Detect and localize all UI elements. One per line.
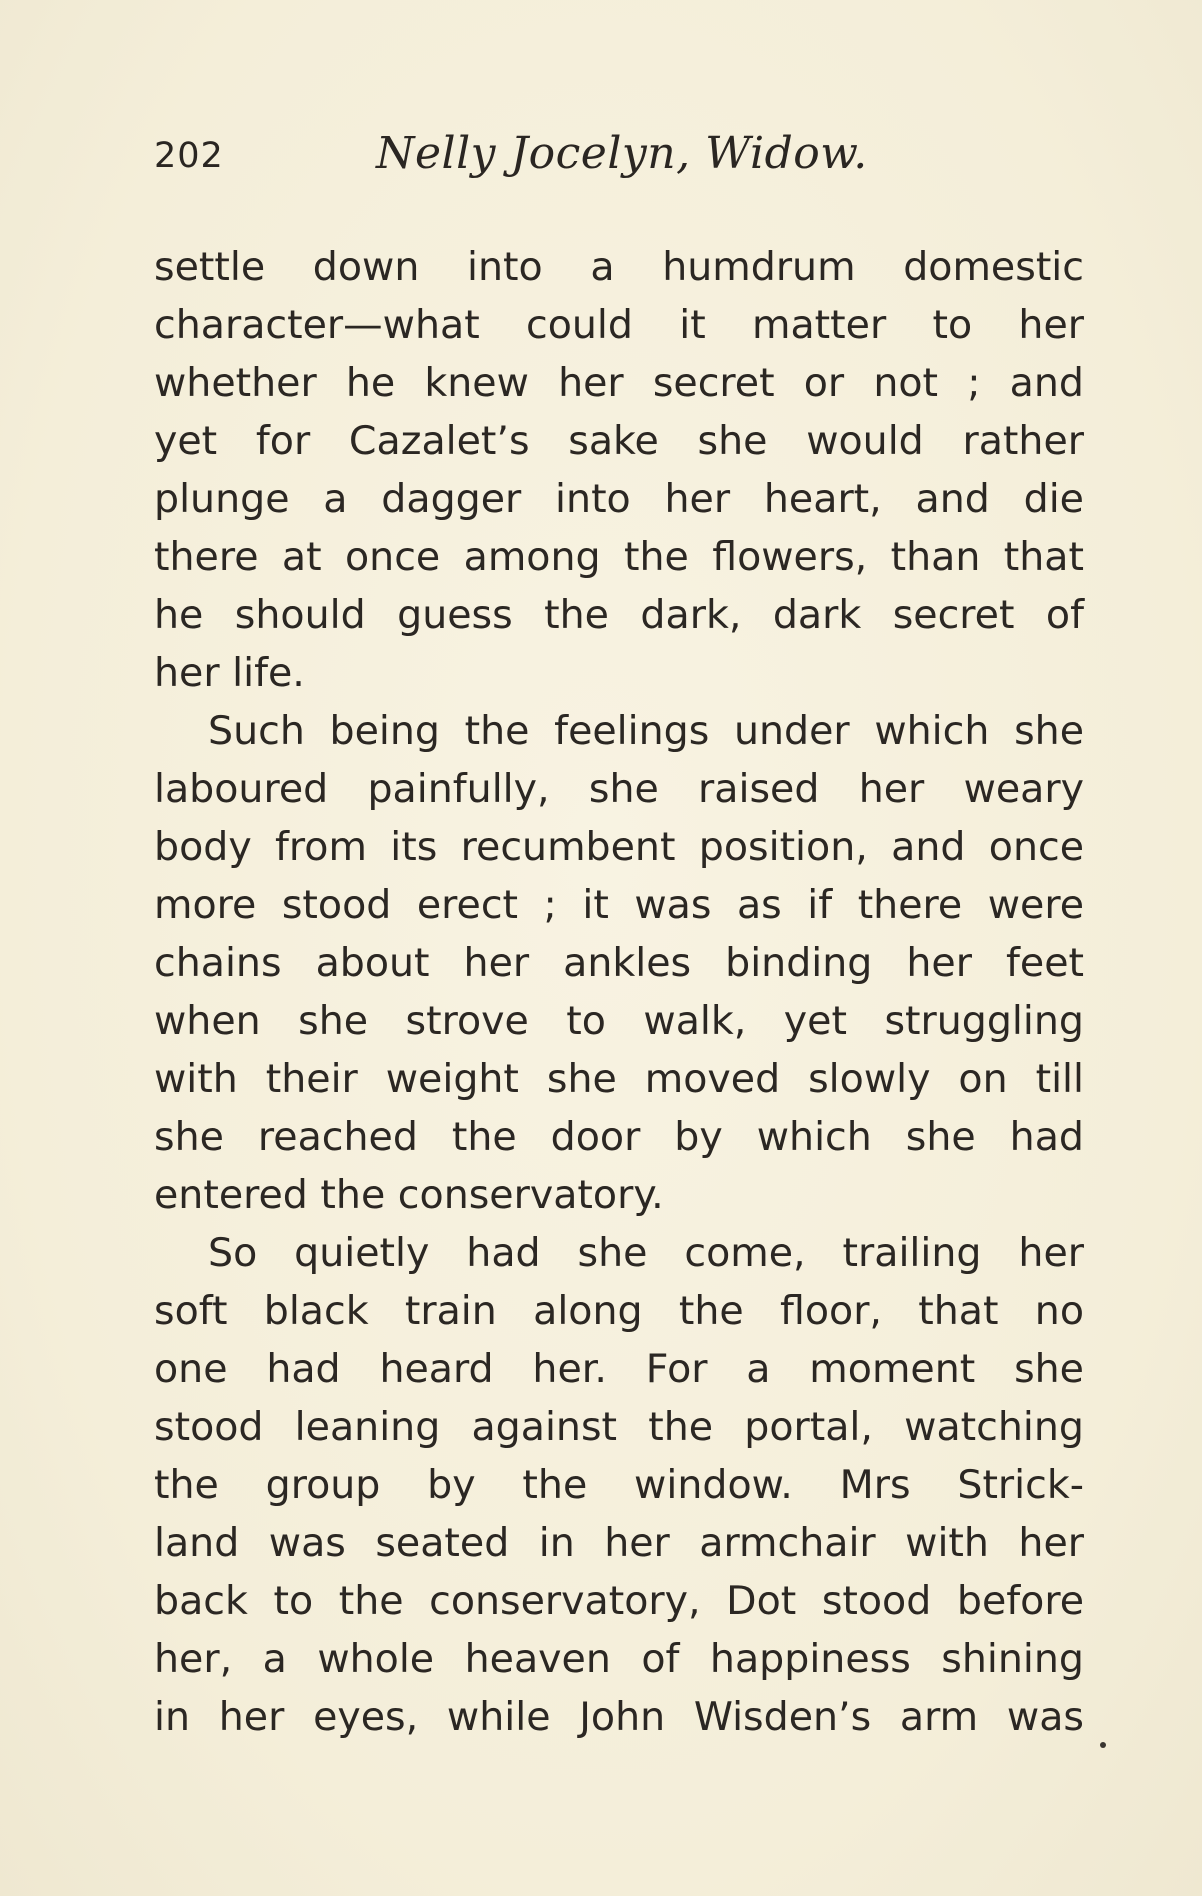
- text-line: chains about her ankles binding her feet: [154, 940, 1084, 986]
- body-text: [154, 238, 1084, 1746]
- text-line: there at once among the flowers, than that: [154, 534, 1084, 580]
- text-line: whether he knew her secret or not ; and: [154, 360, 1084, 406]
- text-line: Such being the feelings under which she: [208, 708, 1084, 754]
- text-line: So quietly had she come, trailing her: [208, 1230, 1084, 1276]
- text-line: when she strove to walk, yet struggling: [154, 998, 1084, 1044]
- text-line: character—what could it matter to her: [154, 302, 1084, 348]
- text-line: she reached the door by which she had: [154, 1114, 1084, 1160]
- text-line: land was seated in her armchair with her: [154, 1520, 1084, 1566]
- text-line: settle down into a humdrum domestic: [154, 244, 1084, 290]
- page-header: [154, 128, 914, 188]
- text-line: plunge a dagger into her heart, and die: [154, 476, 1084, 522]
- text-line: he should guess the dark, dark secret of: [154, 592, 1084, 638]
- text-line: laboured painfully, she raised her weary: [154, 766, 1084, 812]
- ink-speck: [1100, 1742, 1106, 1748]
- text-line: her life.: [154, 650, 305, 696]
- text-line: yet for Cazalet’s sake she would rather: [154, 418, 1084, 464]
- page-number: 202: [154, 136, 224, 176]
- text-line: soft black train along the floor, that no: [154, 1288, 1084, 1334]
- text-line: entered the conservatory.: [154, 1172, 664, 1218]
- text-line: stood leaning against the portal, watching: [154, 1404, 1084, 1450]
- text-line: more stood erect ; it was as if there were: [154, 882, 1084, 928]
- text-line: with their weight she moved slowly on till: [154, 1056, 1084, 1102]
- running-title: Nelly Jocelyn, Widow.: [376, 128, 868, 179]
- text-line: the group by the window. Mrs Strick-: [154, 1462, 1084, 1508]
- text-line: body from its recumbent position, and once: [154, 824, 1084, 870]
- text-line: in her eyes, while John Wisden’s arm was: [154, 1694, 1084, 1740]
- text-line: one had heard her. For a moment she: [154, 1346, 1084, 1392]
- text-line: her, a whole heaven of happiness shining: [154, 1636, 1084, 1682]
- text-line: back to the conservatory, Dot stood before: [154, 1578, 1084, 1624]
